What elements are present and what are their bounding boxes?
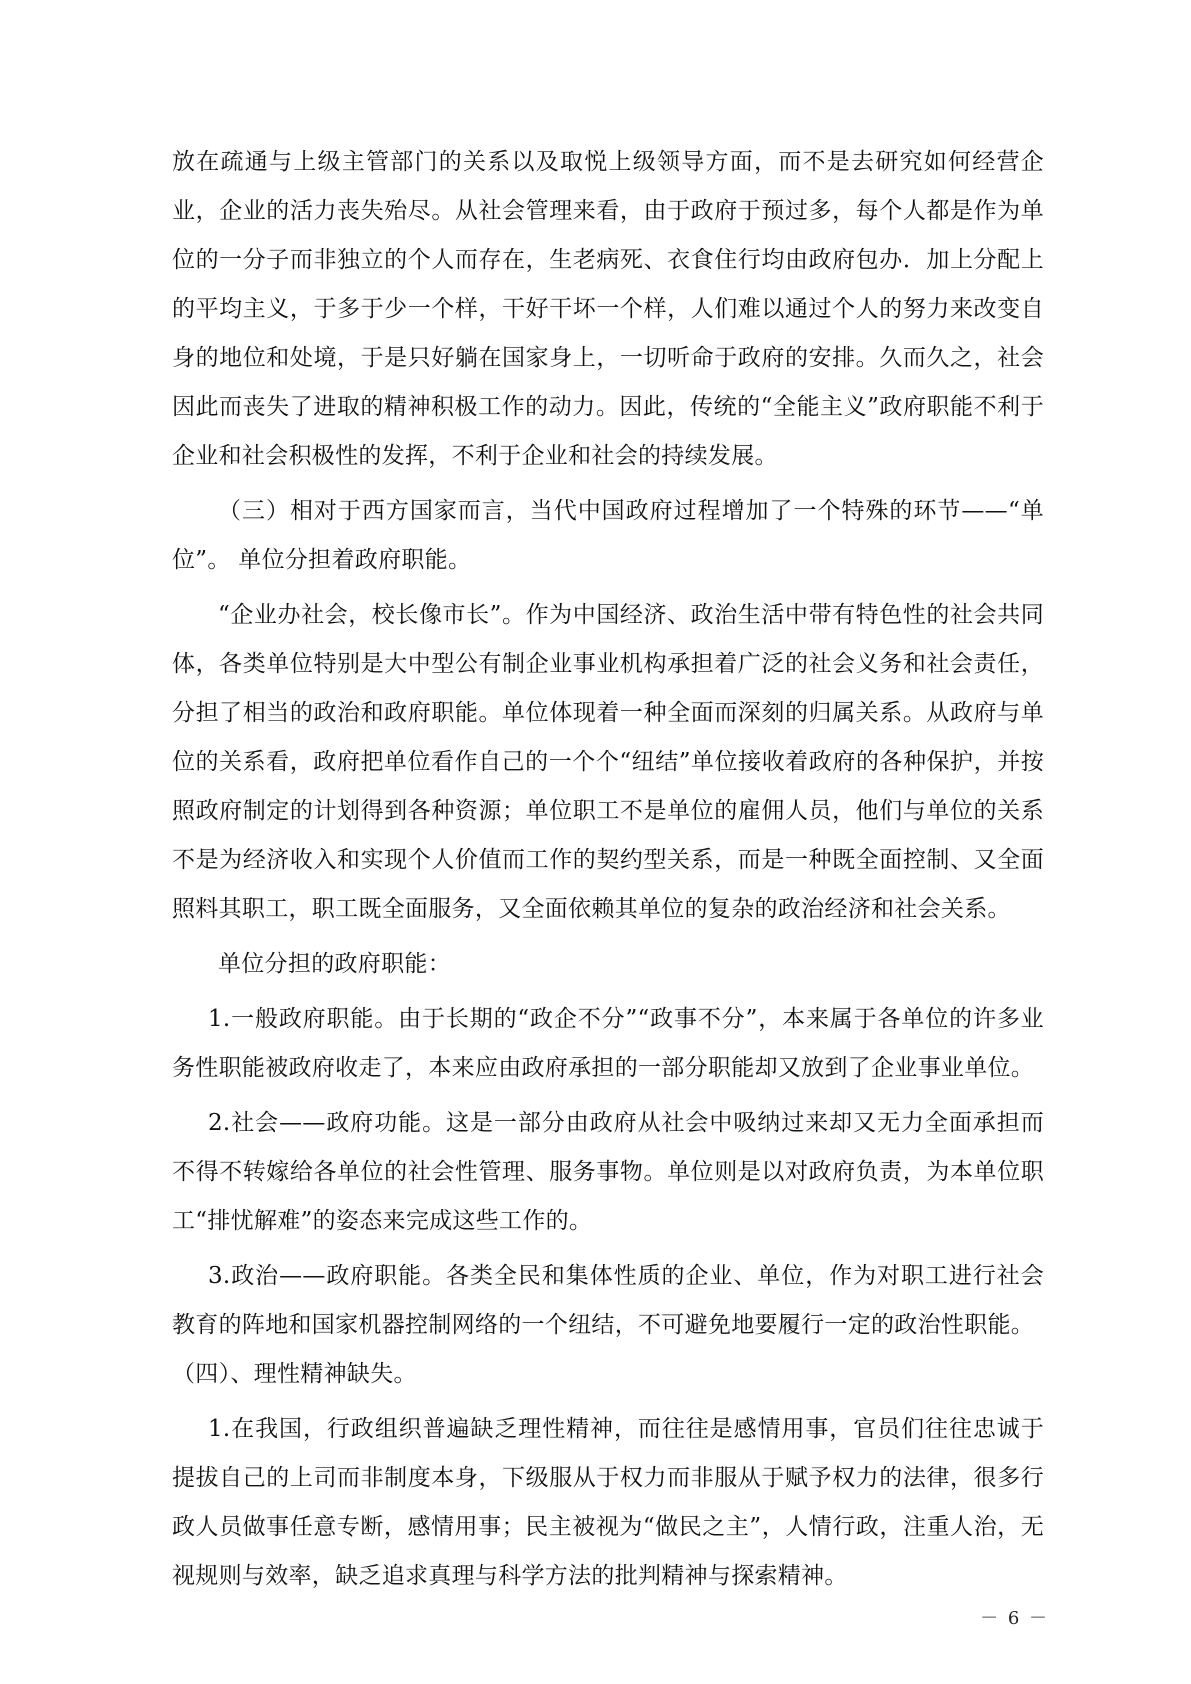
paragraph-section-3-heading: （三）相对于西方国家而言，当代中国政府过程增加了一个特殊的环节——“单位”。 单位分担着政府职能。 xyxy=(172,498,1044,573)
paragraph-3: “企业办社会，校长像市长”。作为中国经济、政治生活中带有特色性的社会共同体，各类单位特别是大中型公有制企业事业机构承担着广泛的社会义务和社会责任，分担了相当的政治和政府职能。单位体现着一种全面而深刻的归属关系。从政府与单位的关系看，政府把单位看作自己的一个个“纽结”单位接收着政府的各种保护，并按照政府制定的计划得到各种资源；单位职工不是单位的雇佣人员，他们与单位的关系不是为经济收入和实现个人价值而工作的契约型关系，而是一种既全面控制、又全面照料其职工，职工既全面服务，又全面依赖其单位的复杂的政治经济和社会关系。 xyxy=(172,602,1044,922)
document-body xyxy=(172,138,1044,1601)
paragraph-4: 单位分担的政府职能： xyxy=(218,951,451,977)
section-4-item-1: 1.在我国，行政组织普遍缺乏理性精神，而往往是感情用事，官员们往往忠诚于提拔自己的上司而非制度本身，下级服从于权力而非服从于赋予权力的法律，很多行政人员做事任意专断，感情用事；民主被视为“做民之主”，人情行政，注重人治，无视规则与效率，缺乏追求真理与科学方法的批判精神与探索精神。 xyxy=(172,1416,1044,1589)
list-item-1: 1.一般政府职能。由于长期的“政企不分”“政事不分”，本来属于各单位的许多业务性职能被政府收走了，本来应由政府承担的一部分职能却又放到了企业事业单位。 xyxy=(172,1006,1044,1081)
paragraph-1: 放在疏通与上级主管部门的关系以及取悦上级领导方面，而不是去研究如何经营企业，企业的活力丧失殆尽。从社会管理来看，由于政府于预过多，每个人都是作为单位的一分子而非独立的个人而存在，生老病死、衣食住行均由政府包办．加上分配上的平均主义，于多于少一个样，干好干坏一个样，人们难以通过个人的努力来改变自身的地位和处境，于是只好躺在国家身上，一切听命于政府的安排。久而久之，社会因此而丧失了进取的精神积极工作的动力。因此，传统的“全能主义”政府职能不利于企业和社会积极性的发挥，不利于企业和社会的持续发展。 xyxy=(172,149,1044,469)
section-4-heading: （四）、理性精神缺失。 xyxy=(172,1361,417,1387)
list-item-3: 3.政治——政府职能。各类全民和集体性质的企业、单位，作为对职工进行社会教育的阵地和国家机器控制网络的一个纽结，不可避免地要履行一定的政治性职能。 xyxy=(172,1263,1044,1338)
list-item-2: 2.社会——政府功能。这是一部分由政府从社会中吸纳过来却又无力全面承担而不得不转嫁给各单位的社会性管理、服务事物。单位则是以对政府负责，为本单位职工“排忧解难”的姿态来完成这些工作的。 xyxy=(172,1110,1044,1234)
page-number: － 6 － xyxy=(980,1608,1049,1629)
